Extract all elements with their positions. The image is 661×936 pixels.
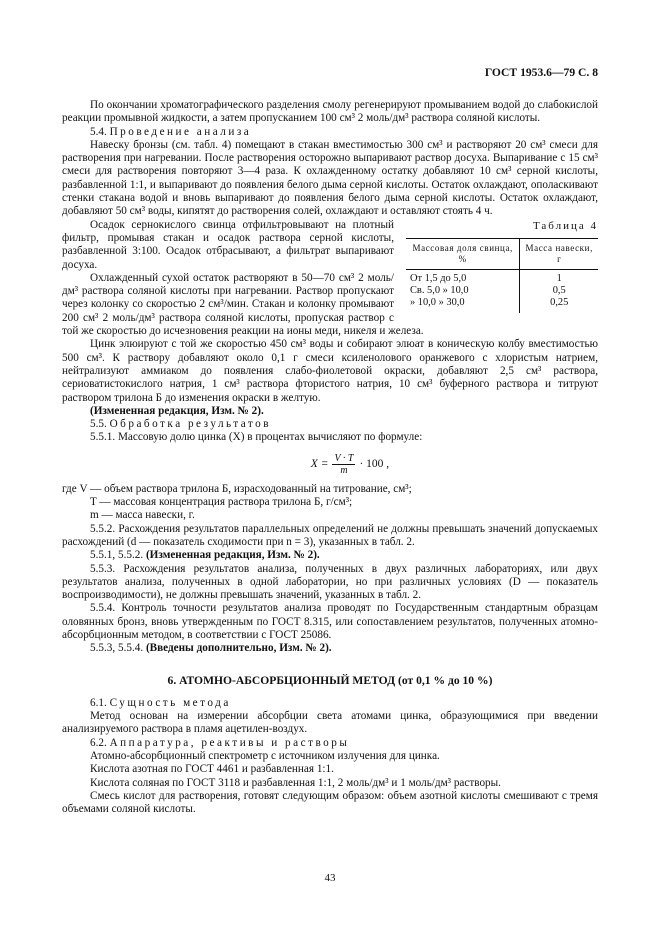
edit-note-text: (Измененная редакция, Изм. № 2). [90, 404, 264, 417]
page-body [62, 99, 598, 817]
paragraph-elution: Цинк элюируют с той же скоростью 450 см³ воды и собирают элюат в коническую колбу вместимостью 500 см³. К раствору добавляют около 0,1 г смеси ксиленолового оранжевого с хлористым натрием, нейтрализуют аммиаком до появления слабо-фиолетовой окраски, добавляют 2,5 см³ раствора, сериоватистокислого натрия, 1 см³ раствора фтористого натрия, 10 см³ буферного раствора и титруют раствором трилона Б до изменения окраски в желтую. [62, 338, 598, 404]
section-6-1-heading [62, 697, 598, 710]
where-t: T — массовая концентрация раствора трилона Б, г/см³; [90, 496, 353, 509]
paragraph-5-5-4: 5.5.4. Контроль точности результатов анализа проводят по Государственным стандартным образцам оловянных бронз, вновь утвержденным по ГОСТ 8.315, или сопоставлением результатов, полученных атомно-абсорбционным методом, в соответствии с ГОСТ 25086. [62, 602, 598, 641]
formula-numerator: V · T [334, 452, 354, 464]
formula-rhs: · 100 , [359, 457, 390, 470]
table-row [406, 269, 598, 285]
table-row [406, 285, 598, 297]
table-caption: Таблица 4 [532, 219, 598, 232]
table-cell-mass: 0,5 [520, 285, 598, 297]
table-cell-mass: 1 [520, 269, 598, 285]
formula-zinc [102, 453, 598, 477]
edit-note-5-5-1 [62, 549, 598, 562]
paragraph-5-5-1: 5.5.1. Массовую долю цинка (X) в процентах вычисляют по формуле: [90, 431, 423, 444]
table-cell-range: Св. 5,0 » 10,0 [410, 284, 469, 296]
edit-ref: 5.5.3, 5.5.4. [90, 642, 144, 655]
table-4-grid [406, 238, 598, 313]
table-4 [406, 220, 598, 313]
paragraph-5-5-2: 5.5.2. Расхождения результатов параллельных определений не должны превышать значений допускаемых расхождений (d — показатель сходимости при n = 3), указанных в табл. 2. [62, 522, 598, 548]
formula-denominator: m [340, 464, 348, 476]
section-title: Аппаратура, реактивы и растворы [109, 736, 350, 749]
paragraph-column: Охлажденный сухой остаток растворяют в 50—70 см³ 2 моль/дм³ раствора соляной кислоты при нагревании. Раствор пропускают через колонку со скоростью 2 см³/мин. Стакан и колонку промывают 200 см³ 2 моль/дм³ раствора соляной кислоты, пропуская раствор с той же скоростью до исчезновения реакции на ионы меди, никеля и железа. [62, 271, 424, 338]
edit-ref: 5.5.1, 5.5.2. [90, 549, 144, 562]
paragraph-filtration: Осадок сернокислого свинца отфильтровывают на плотный фильтр, промывая стакан и осадок раствора серной кислоты, разбавленной 3:100. Осадок отбрасывают, а фильтрат выпаривают досуха. [62, 218, 394, 271]
formula-expression [311, 453, 389, 476]
section-5-4-heading [62, 126, 598, 139]
paragraph-6-2-c: Кислота соляная по ГОСТ 3118 и разбавленная 1:1, 2 моль/дм³ и 1 моль/дм³ растворы. [90, 776, 501, 789]
table-row [406, 297, 598, 313]
section-5-5-heading [62, 418, 598, 431]
paragraph-6-2-a: Атомно-абсорбционный спектрометр с источником излучения для цинка. [90, 750, 440, 763]
section-number: 5.5. [90, 418, 107, 431]
section-number: 6.2. [90, 736, 107, 749]
section-6-2-heading [62, 737, 598, 750]
table-header-lead-fraction: Массовая доля свинца, % [406, 238, 520, 269]
page-number: 43 [324, 872, 336, 884]
paragraph-5-5-3: 5.5.3. Расхождения результатов анализа, полученных в двух различных лабораториях, или двух результатов анализа, полученных в одной лаборатории, но при различных условиях (D — показатель воспроизводимости), не должны превышать значений, указанных в табл. 2. [62, 562, 598, 602]
edit-note [62, 405, 598, 418]
edit-note-text: (Введены дополнительно, Изм. № 2). [145, 642, 332, 655]
section-number: 5.4. [90, 125, 107, 138]
paragraph-6-2-b: Кислота азотная по ГОСТ 4461 и разбавленная 1:1. [90, 763, 334, 776]
section-title: Сущность метода [109, 696, 231, 709]
formula-lhs: X = [310, 457, 329, 470]
section-title: Проведение анализа [109, 125, 252, 138]
table-cell-mass: 0,25 [520, 297, 598, 313]
table-cell-range: От 1,5 до 5,0 [410, 272, 467, 284]
where-v: где V — объем раствора трилона Б, израсходованный на титрование, см³; [62, 482, 412, 495]
paragraph-6-1: Метод основан на измерении абсорбции света атомами цинка, образующимися при введении анализируемого раствора в пламя ацетилен-воздух. [62, 710, 598, 736]
section-6-heading: 6. АТОМНО-АБСОРБЦИОННЫЙ МЕТОД (от 0,1 % до 10 %) [167, 673, 493, 687]
table-cell-range: » 10,0 » 30,0 [410, 296, 465, 308]
edit-note-5-5-3 [62, 642, 598, 655]
table-header-sample-mass: Масса навески, г [520, 238, 598, 269]
paragraph-dissolution: Навеску бронзы (см. табл. 4) помещают в стакан вместимостью 300 см³ и растворяют 20 см³ смеси для растворения при нагревании. После растворения осторожно выпаривают раствор досуха. Выпаривание с 15 см³ смеси для растворения повторяют 3—4 раза. К охлажденному остатку добавляют 10 см³ серной кислоты, разбавленной 1:1, и выпаривают до появления белого дыма серной кислоты. Остаток охлаждают, ополаскивают стенки стакана водой и вновь выпаривают до появления белого дыма серной кислоты. Остаток охлаждают, добавляют 50 см³ воды, кипятят до растворения солей, охлаждают и оставляют стоять 4 ч. [62, 138, 598, 218]
section-title: Обработка результатов [109, 418, 272, 431]
formula-fraction [332, 453, 355, 476]
paragraph-regeneration: По окончании хроматографического разделения смолу регенерируют промыванием водой до слабокислой реакции промывной жидкости, а затем пропусканием 100 см³ 2 моль/дм³ раствора соляной кислоты. [62, 99, 598, 125]
section-number: 6.1. [90, 696, 107, 709]
where-m: m — масса навески, г. [90, 509, 195, 522]
paragraph-6-2-d: Смесь кислот для растворения, готовят следующим образом: объем азотной кислоты смешивают с тремя объемами соляной кислоты. [62, 789, 598, 816]
edit-note-text: (Измененная редакция, Изм. № 2). [145, 549, 320, 562]
running-header: ГОСТ 1953.6—79 С. 8 [484, 66, 598, 79]
